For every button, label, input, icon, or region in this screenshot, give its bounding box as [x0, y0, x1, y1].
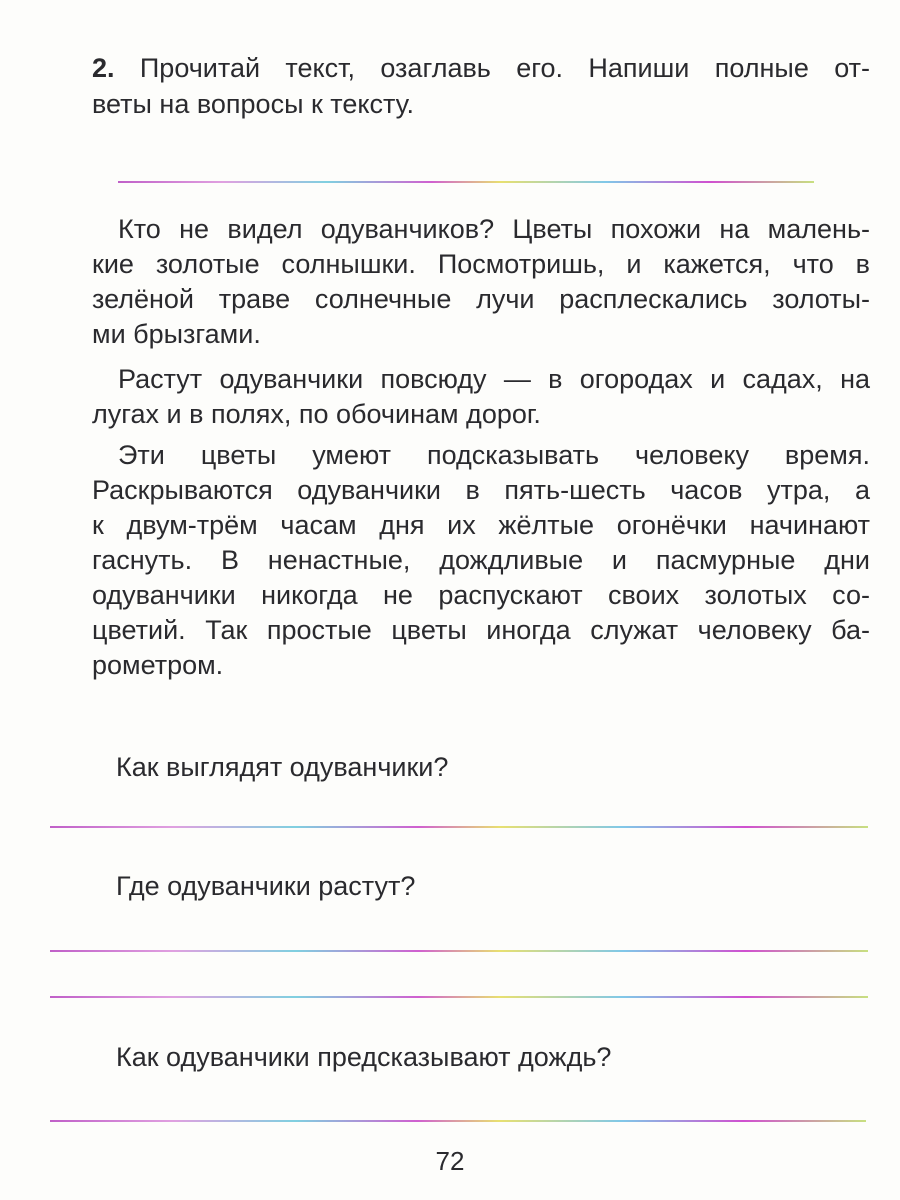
page-number: 72	[435, 1146, 465, 1176]
task-number: 2.	[92, 53, 115, 83]
text-line: к двум-трём часам дня их жёлтые огонёчки начинают	[92, 510, 870, 540]
text-line: кие золотые солнышки. Посмотришь, и кажется, что в	[92, 249, 870, 279]
text-line: ми брызгами.	[92, 319, 261, 349]
text-line: цветий. Так простые цветы иногда служат человеку ба-	[92, 615, 870, 645]
text-line: Кто не видел одуванчиков? Цветы похожи на малень-	[118, 214, 870, 244]
answer-line[interactable]	[50, 826, 868, 828]
text-line: одуванчики никогда не распускают своих золотых со-	[92, 580, 870, 610]
title-answer-line[interactable]	[118, 181, 814, 183]
task-instruction-line1: Прочитай текст, озаглавь его. Напиши полные от-	[139, 53, 870, 83]
task-instruction-line2: веты на вопросы к тексту.	[92, 89, 414, 119]
text-line: зелёной траве солнечные лучи расплескались золоты-	[92, 284, 870, 314]
question-2: Где одуванчики растут?	[116, 871, 416, 901]
answer-line[interactable]	[50, 1120, 866, 1122]
answer-line[interactable]	[50, 950, 868, 952]
text-line: лугах и в полях, по обочинам дорог.	[92, 399, 541, 429]
text-line: рометром.	[92, 650, 224, 680]
text-line: Эти цветы умеют подсказывать человеку время.	[118, 440, 870, 470]
answer-line[interactable]	[50, 996, 868, 998]
text-line: Растут одуванчики повсюду — в огородах и садах, на	[118, 364, 870, 394]
question-3: Как одуванчики предсказывают дождь?	[116, 1042, 612, 1072]
question-1: Как выглядят одуванчики?	[116, 752, 449, 782]
text-line: Раскрываются одуванчики в пять-шесть часов утра, а	[92, 475, 870, 505]
text-line: гаснуть. В ненастные, дождливые и пасмурные дни	[92, 545, 870, 575]
